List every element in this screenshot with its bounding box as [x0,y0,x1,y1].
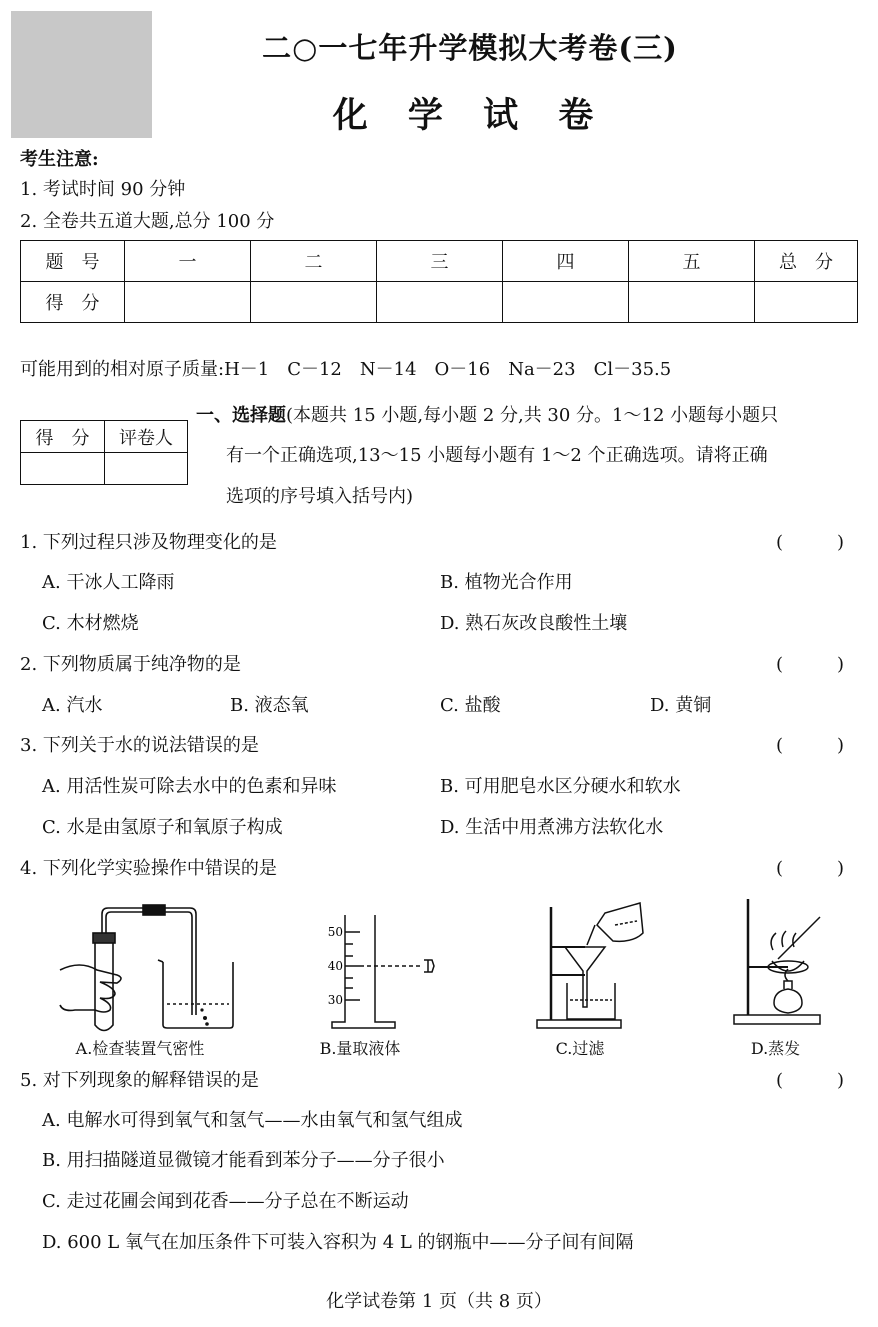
page-footer: 化学试卷第 1 页（共 8 页） [326,1291,552,1312]
figure-label: A.检查装置气密性 [75,1039,205,1058]
grader-table [20,420,188,485]
score-cell[interactable] [755,282,858,323]
atomic-masses: 可能用到的相对原子质量:H－1 C－12 N－14 O－16 Na－23 Cl－35.5 [20,359,672,380]
answer-bracket[interactable]: ( ) [776,735,845,756]
question-stem: 5. 对下列现象的解释错误的是 [20,1070,259,1091]
cylinder-tick: 40 [327,959,343,973]
option: B. 可用肥皂水区分硬水和软水 [440,776,681,797]
grader-header: 评卷人 [105,421,188,453]
score-row-label: 得 分 [21,282,125,323]
score-cell[interactable] [251,282,377,323]
option: D. 生活中用煮沸方法软化水 [440,817,664,838]
graduated-cylinder-figure [320,910,455,1035]
option: C. 走过花圃会闻到花香——分子总在不断运动 [42,1191,409,1212]
option: A. 汽水 [42,695,103,716]
figure-label: B.量取液体 [319,1039,401,1058]
cylinder-tick: 30 [327,993,343,1007]
section-intro-line: 有一个正确选项,13～15 小题每小题有 1～2 个正确选项。请将正确 [226,445,768,466]
option: C. 盐酸 [440,695,501,716]
score-header: 五 [629,241,755,282]
question-stem: 3. 下列关于水的说法错误的是 [20,735,259,756]
option: C. 木材燃烧 [42,613,139,634]
option: D. 熟石灰改良酸性土壤 [440,613,628,634]
option: D. 黄铜 [650,695,712,716]
notice-item: 2. 全卷共五道大题,总分 100 分 [20,211,275,232]
score-cell[interactable] [629,282,755,323]
figure-label: D.蒸发 [750,1039,801,1058]
notice-item: 1. 考试时间 90 分钟 [20,179,186,200]
score-header: 二 [251,241,377,282]
grader-cell[interactable] [21,453,105,485]
subject-title: 化 学 试 卷 [332,95,608,136]
answer-bracket[interactable]: ( ) [776,532,845,553]
option: A. 干冰人工降雨 [42,572,175,593]
score-cell[interactable] [125,282,251,323]
section-intro-line: 选项的序号填入括号内) [226,486,414,507]
score-header: 题 号 [21,241,125,282]
answer-bracket[interactable]: ( ) [776,654,845,675]
score-cell[interactable] [503,282,629,323]
exam-title: 二○一七年升学模拟大考卷(三) [262,31,678,65]
question-stem: 2. 下列物质属于纯净物的是 [20,654,241,675]
score-header: 三 [377,241,503,282]
option: A. 用活性炭可除去水中的色素和异味 [42,776,337,797]
airtightness-apparatus-figure [55,900,245,1035]
notice-heading: 考生注意: [20,149,99,170]
question-stem: 4. 下列化学实验操作中错误的是 [20,858,277,879]
option: A. 电解水可得到氧气和氢气——水由氧气和氢气组成 [42,1110,463,1131]
figure-label: C.过滤 [555,1039,605,1058]
image-placeholder [11,11,152,138]
answer-bracket[interactable]: ( ) [776,1070,845,1091]
section-intro-line [196,401,778,427]
grader-cell[interactable] [105,453,188,485]
option: B. 液态氧 [230,695,309,716]
score-table [20,240,858,323]
section-label: 一、选择题 [196,405,286,426]
score-header: 一 [125,241,251,282]
evaporation-figure [728,895,838,1035]
score-cell[interactable] [377,282,503,323]
answer-bracket[interactable]: ( ) [776,858,845,879]
cylinder-tick: 50 [327,925,343,939]
score-header: 总 分 [755,241,858,282]
question-stem: 1. 下列过程只涉及物理变化的是 [20,532,277,553]
option: B. 植物光合作用 [440,572,573,593]
grader-header: 得 分 [21,421,105,453]
option: B. 用扫描隧道显微镜才能看到苯分子——分子很小 [42,1150,445,1171]
option: D. 600 L 氧气在加压条件下可装入容积为 4 L 的钢瓶中——分子间有间隔 [42,1232,634,1253]
score-header: 四 [503,241,629,282]
filtration-figure [525,895,650,1035]
option: C. 水是由氢原子和氧原子构成 [42,817,283,838]
section-intro-text: (本题共 15 小题,每小题 2 分,共 30 分。1～12 小题每小题只 [286,405,779,426]
